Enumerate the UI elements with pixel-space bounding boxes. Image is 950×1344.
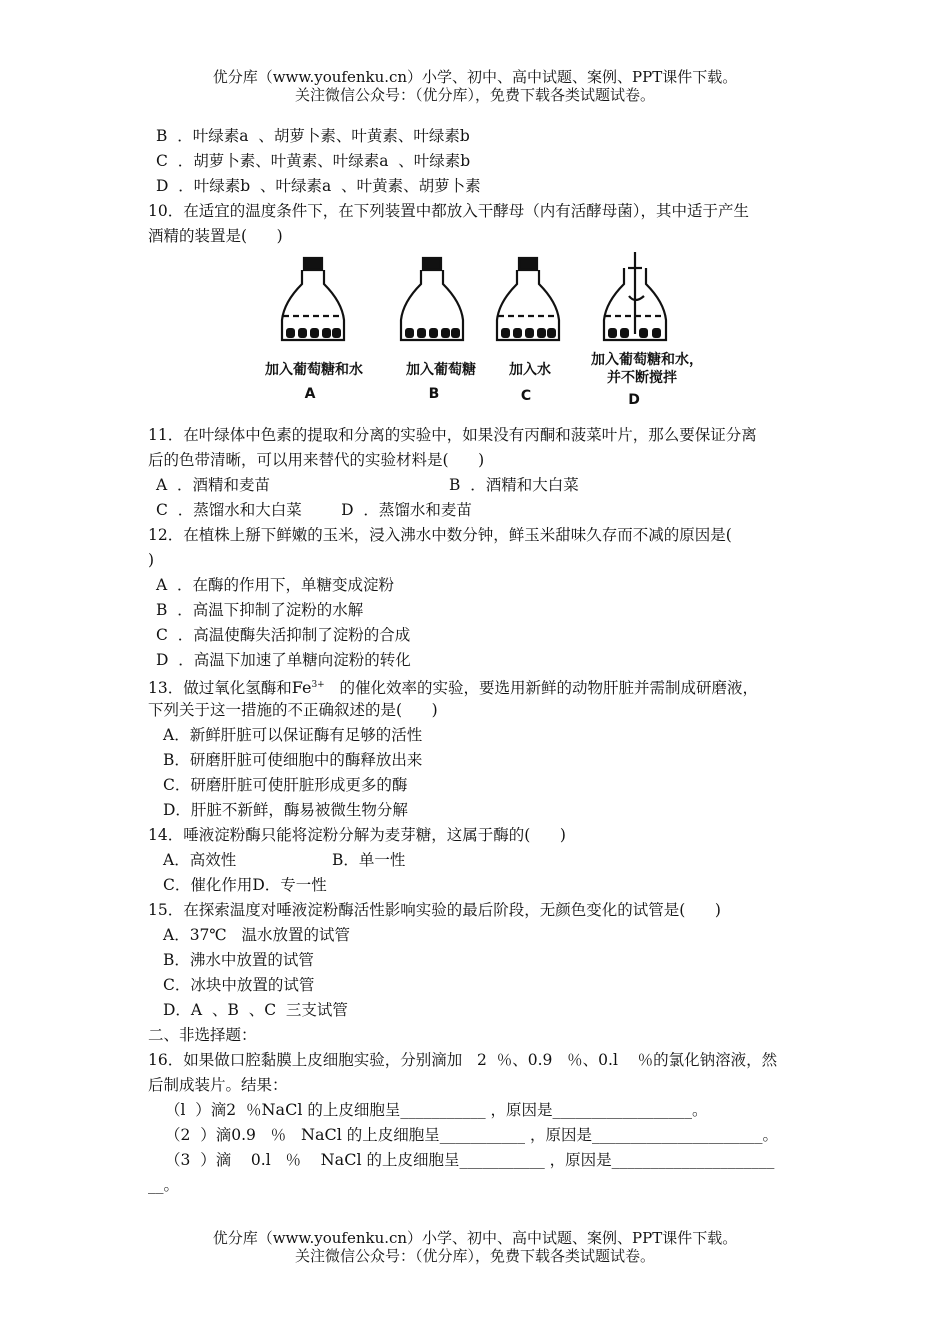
- flask-c-letter: C: [520, 388, 532, 404]
- q16-sub3-tail: __。: [148, 1176, 180, 1194]
- q15-option-d: D．A 、B 、C 三支试管: [163, 1001, 348, 1019]
- q9-option-c: C ．胡萝卜素、叶黄素、叶绿素a 、叶绿素b: [156, 152, 471, 170]
- nacl-formula: NaCl: [261, 1100, 303, 1119]
- nacl-formula: NaCl: [320, 1150, 362, 1169]
- q16-sub2: [165, 1125, 778, 1145]
- q16-sub1-post: 的上皮细胞呈___________ ，原因是__________________。: [302, 1101, 708, 1119]
- q14-option-a: A．高效性: [163, 851, 237, 869]
- q12-option-c: C ．高温使酶失活抑制了淀粉的合成: [156, 626, 411, 644]
- q11-option-cd: C ．蒸馏水和大白菜 D ．蒸馏水和麦苗: [156, 501, 472, 519]
- q14-option-b: B．单一性: [332, 851, 406, 869]
- section-title-nonchoice: 二、非选择题：: [148, 1026, 257, 1044]
- q16-sub3-post: 的上皮细胞呈___________ ，原因是_____________________: [361, 1151, 775, 1169]
- flask-d-caption-line1: 加入葡萄糖和水，: [591, 352, 703, 368]
- q10-flask-figure: [262, 248, 722, 413]
- q14-stem: 14．唾液淀粉酶只能将淀粉分解为麦芽糖，这属于酶的( ): [148, 826, 566, 844]
- q12-stem-line2: ): [148, 551, 155, 569]
- q16-sub2-post: 的上皮细胞呈___________ ，原因是______________________。: [341, 1126, 778, 1144]
- q10-stem-line1: 10．在适宜的温度条件下，在下列装置中都放入干酵母（内有活酵母菌），其中适于产生: [148, 202, 749, 220]
- q16-sub3-pre: （3 ）滴 0.l ％: [165, 1151, 321, 1169]
- q13-option-c: C．研磨肝脏可使肝脏形成更多的酶: [163, 776, 408, 794]
- q13-option-a: A．新鲜肝脏可以保证酶有足够的活性: [163, 726, 423, 744]
- q15-option-a: A．37℃ 温水放置的试管: [163, 926, 351, 944]
- page-footer-line2: 关注微信公众号：（优分库），免费下载各类试题试卷。: [294, 1247, 655, 1265]
- flask-d: [604, 252, 666, 340]
- q9-option-d: D ．叶绿素b 、叶绿素a 、叶黄素、胡萝卜素: [156, 177, 481, 195]
- q12-option-b: B ．高温下抑制了淀粉的水解: [156, 601, 364, 619]
- q13-option-d: D．肝脏不新鲜，酶易被微生物分解: [163, 801, 408, 819]
- q13-stem-line2: 下列关于这一措施的不正确叙述的是( ): [148, 701, 438, 719]
- q11-option-a: A ．酒精和麦苗: [156, 476, 271, 494]
- flask-d-letter: D: [628, 392, 640, 408]
- flask-b-caption: 加入葡萄糖: [406, 362, 476, 378]
- q13-option-b: B．研磨肝脏可使细胞中的酶释放出来: [163, 751, 423, 769]
- q9-option-b: B ．叶绿素a 、胡萝卜素、叶黄素、叶绿素b: [156, 127, 470, 145]
- q16-stem-line2: 后制成装片。结果：: [148, 1076, 288, 1094]
- fe-symbol: Fe: [291, 678, 312, 698]
- nacl-formula: NaCl: [300, 1125, 342, 1144]
- q16-stem-line1: 16．如果做口腔黏膜上皮细胞实验，分别滴加 2 ％、0.9 ％、0.l ％的氯化钠溶液，然: [148, 1051, 778, 1069]
- q11-stem-line1: 11．在叶绿体中色素的提取和分离的实验中，如果没有丙酮和菠菜叶片，那么要保证分离: [148, 426, 757, 444]
- flask-a-letter: A: [304, 386, 316, 402]
- q15-option-b: B．沸水中放置的试管: [163, 951, 314, 969]
- flask-b: [401, 258, 463, 340]
- q16-sub1: [165, 1100, 708, 1120]
- flask-d-caption-line2: 并不断搅拌: [607, 370, 677, 386]
- page-header-line2: 关注微信公众号：（优分库），免费下载各类试题试卷。: [294, 86, 655, 104]
- q14-option-cd: C．催化作用D．专一性: [163, 876, 327, 894]
- q12-stem-line1: 12．在植株上掰下鲜嫩的玉米，浸入沸水中数分钟，鲜玉米甜味久存而不减的原因是(: [148, 526, 732, 544]
- q13-stem-post: 的催化效率的实验，要选用新鲜的动物肝脏并需制成研磨液，: [324, 679, 759, 698]
- q12-option-a: A ．在酶的作用下，单糖变成淀粉: [156, 576, 395, 594]
- q10-stem-line2: 酒精的装置是( ): [148, 227, 283, 245]
- q11-stem-line2: 后的色带清晰，可以用来替代的实验材料是( ): [148, 451, 485, 469]
- flask-a: [282, 258, 344, 340]
- flask-c: [497, 258, 559, 340]
- q13-stem-line1: [148, 675, 758, 698]
- flask-c-caption: 加入水: [509, 362, 551, 378]
- q15-option-c: C．冰块中放置的试管: [163, 976, 315, 994]
- q12-option-d: D ．高温下加速了单糖向淀粉的转化: [156, 651, 411, 669]
- q16-sub3: [165, 1150, 774, 1170]
- q13-stem-pre: 13．做过氧化氢酶和: [148, 679, 292, 698]
- flask-a-caption: 加入葡萄糖和水: [265, 362, 363, 378]
- page-footer-line1: 优分库（www.youfenku.cn）小学、初中、高中试题、案例、PPT课件下载。: [212, 1229, 738, 1247]
- fe-charge: 3+: [311, 680, 325, 690]
- page-header-line1: 优分库（www.youfenku.cn）小学、初中、高中试题、案例、PPT课件下载。: [212, 68, 738, 86]
- q16-sub2-pre: （2 ）滴0.9 ％: [165, 1126, 301, 1144]
- q15-stem: 15．在探索温度对唾液淀粉酶活性影响实验的最后阶段，无颜色变化的试管是( ): [148, 901, 721, 919]
- q16-sub1-pre: （l ）滴2 ％: [165, 1101, 262, 1119]
- flask-b-letter: B: [428, 386, 440, 402]
- q11-option-b: B ．酒精和大白菜: [449, 476, 579, 494]
- flask-diagram: [262, 248, 722, 413]
